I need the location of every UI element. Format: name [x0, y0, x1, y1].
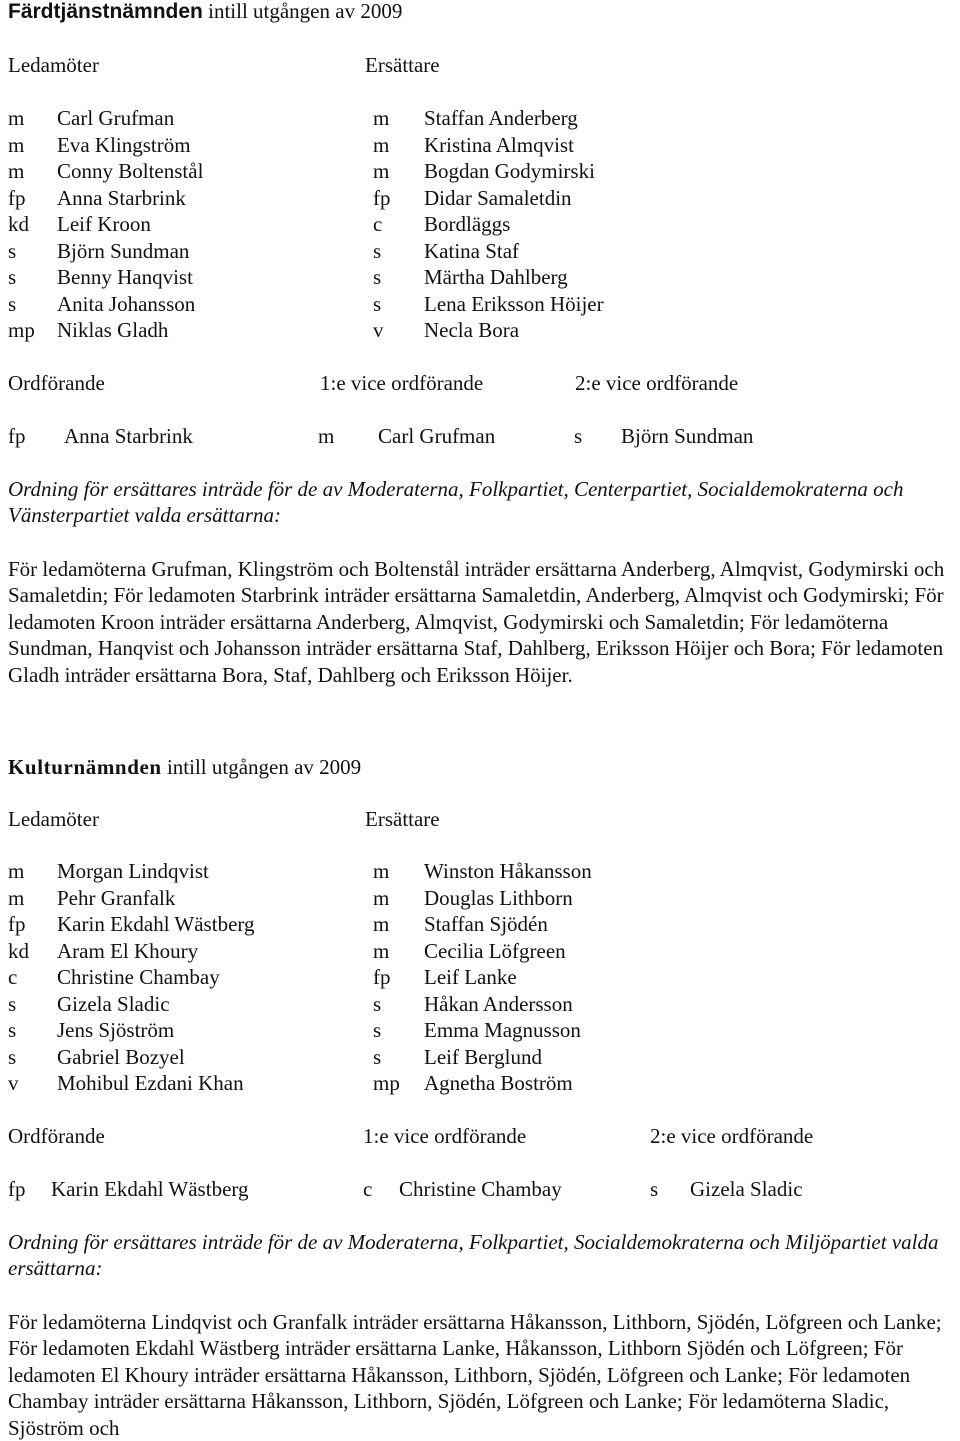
first-vice-chair-name: Carl Grufman — [378, 424, 496, 448]
member-party: v — [8, 1071, 19, 1095]
substitute-party: c — [373, 212, 383, 236]
substitute-party: m — [373, 859, 390, 883]
second-vice-chair-name: Gizela Sladic — [690, 1177, 803, 1201]
member-party: m — [8, 132, 25, 157]
member-name: Morgan Lindqvist — [57, 859, 209, 883]
first-vice-chair-party: m — [318, 424, 335, 448]
table-row — [0, 264, 960, 290]
section-title — [8, 754, 361, 783]
presidium-names — [0, 1176, 960, 1202]
member-name: Aram El Khoury — [57, 938, 199, 963]
table-row — [0, 132, 960, 158]
second-vice-chair-party: s — [574, 424, 583, 448]
table-row — [0, 158, 960, 184]
substitution-order-heading: Ordning för ersättares inträde för de av Moderaterna, Folkpartiet, Socialdemokraterna och Miljöpartiet valda ersättarna: — [8, 1230, 939, 1281]
member-name: Anna Starbrink — [57, 185, 186, 210]
member-name: Conny Boltenstål — [57, 159, 204, 183]
committee-term: intill utgången av 2009 — [202, 0, 403, 23]
substitute-party: s — [373, 238, 382, 263]
member-party: s — [8, 1044, 17, 1069]
member-party: m — [8, 159, 25, 183]
table-row — [0, 964, 960, 990]
table-row — [0, 885, 960, 911]
table-row — [0, 211, 960, 237]
substitute-party: s — [373, 1018, 382, 1042]
table-row — [0, 911, 960, 937]
substitute-party: m — [373, 938, 390, 963]
chair-party: fp — [8, 424, 26, 448]
substitute-party: m — [373, 106, 390, 130]
first-vice-chair-name: Christine Chambay — [399, 1177, 562, 1201]
substitute-name: Katina Staf — [424, 238, 520, 263]
member-name: Karin Ekdahl Wästberg — [57, 912, 255, 936]
table-row — [0, 238, 960, 264]
member-name: Björn Sundman — [57, 238, 190, 263]
member-party: m — [8, 859, 25, 883]
substitute-party: mp — [373, 1071, 400, 1095]
substitute-name: Bogdan Godymirski — [424, 159, 595, 183]
member-name: Eva Klingström — [57, 132, 191, 157]
member-party: kd — [8, 938, 29, 963]
table-row — [0, 317, 960, 343]
member-name: Pehr Granfalk — [57, 885, 176, 910]
member-party: s — [8, 1018, 17, 1042]
substitute-name: Agnetha Boström — [424, 1071, 573, 1095]
presidium-labels — [0, 370, 960, 396]
committee-term: intill utgången av 2009 — [161, 755, 362, 779]
presidium-labels — [0, 1123, 960, 1149]
first-vice-chair-label: 1:e vice ordförande — [363, 1124, 527, 1148]
substitute-name: Necla Bora — [424, 318, 520, 342]
substitute-name: Didar Samaletdin — [424, 185, 572, 210]
substitute-name: Kristina Almqvist — [424, 132, 574, 157]
substitute-party: v — [373, 318, 384, 342]
substitute-name: Leif Lanke — [424, 965, 517, 989]
member-name: Christine Chambay — [57, 965, 220, 989]
substitutes-column-header: Ersättare — [365, 53, 440, 77]
table-row — [0, 185, 960, 211]
member-name: Leif Kroon — [57, 212, 151, 236]
committee-name: Kulturnämnden — [8, 755, 162, 779]
member-party: m — [8, 885, 25, 910]
member-party: c — [8, 965, 18, 989]
substitute-party: s — [373, 291, 382, 316]
member-party: mp — [8, 318, 35, 342]
table-row — [0, 105, 960, 131]
substitute-party: m — [373, 885, 390, 910]
substitute-name: Staffan Sjödén — [424, 912, 548, 936]
chair-label: Ordförande — [8, 371, 105, 395]
chair-label: Ordförande — [8, 1124, 105, 1148]
member-party: fp — [8, 185, 26, 210]
member-party: s — [8, 265, 17, 289]
substitute-name: Douglas Lithborn — [424, 885, 573, 910]
substitute-party: m — [373, 159, 390, 183]
member-name: Niklas Gladh — [57, 318, 169, 342]
substitute-name: Staffan Anderberg — [424, 106, 578, 130]
member-name: Anita Johansson — [57, 291, 196, 316]
substitute-name: Lena Eriksson Höijer — [424, 291, 604, 316]
second-vice-chair-name: Björn Sundman — [621, 424, 754, 448]
chair-name: Anna Starbrink — [64, 424, 193, 448]
substitute-name: Bordläggs — [424, 212, 511, 236]
substitution-order-text: För ledamöterna Grufman, Klingström och Boltenstål inträder ersättarna Anderberg, Almqvist, Godymirski och Samaletdin; För ledamoten Starbrink inträder ersättarna Samaletdin, Anderberg, Almqvist och Godymirski; För ledamoten Kroon inträder ersättarna Anderberg, Almqvist, Godymirski och Samaletdin; För ledamöterna Sundman, Hanqvist och Johansson inträder ersättarna Staf, Dahlberg, Eriksson Höijer och Bora; För ledamoten Gladh inträder ersättarna Bora, Staf, Dahlberg och Eriksson Höijer. — [8, 557, 945, 687]
member-name: Benny Hanqvist — [57, 265, 193, 289]
substitute-party: fp — [373, 185, 391, 210]
member-name: Carl Grufman — [57, 106, 175, 130]
member-name: Jens Sjöström — [57, 1018, 175, 1042]
substitute-name: Märtha Dahlberg — [424, 265, 568, 289]
substitutes-column-header: Ersättare — [365, 807, 440, 831]
member-name: Gizela Sladic — [57, 991, 170, 1016]
substitute-party: s — [373, 1044, 382, 1069]
substitute-party: s — [373, 265, 382, 289]
member-party: kd — [8, 212, 29, 236]
substitute-name: Cecilia Löfgreen — [424, 938, 566, 963]
substitution-order-heading: Ordning för ersättares inträde för de av Moderaterna, Folkpartiet, Centerpartiet, Socialdemokraterna och Vänsterpartiet valda ersättarna: — [8, 477, 904, 528]
table-row — [0, 1017, 960, 1043]
members-column-header: Ledamöter — [8, 53, 99, 77]
substitute-name: Leif Berglund — [424, 1044, 543, 1069]
substitute-name: Winston Håkansson — [424, 859, 592, 883]
chair-party: fp — [8, 1177, 26, 1201]
substitution-order-text: För ledamöterna Lindqvist och Granfalk inträder ersättarna Håkansson, Lithborn, Sjödén, Löfgreen och Lanke; För ledamoten Ekdahl Wästberg inträder ersättarna Lanke, Håkansson, Lithborn Sjödén och Löfgreen; För ledamoten El Khoury inträder ersättarna Håkansson, Lithborn, Sjödén, Löfgreen och Lanke; För ledamoten Chambay inträder ersättarna Håkansson, Lithborn, Sjödén, Löfgreen och Lanke; För ledamöterna Sladic, Sjöström och — [8, 1310, 942, 1440]
chair-name: Karin Ekdahl Wästberg — [51, 1177, 249, 1201]
member-party: m — [8, 106, 25, 130]
member-name: Gabriel Bozyel — [57, 1044, 185, 1069]
substitute-party: m — [373, 912, 390, 936]
table-row — [0, 938, 960, 964]
second-vice-chair-label: 2:e vice ordförande — [575, 371, 739, 395]
substitute-party: fp — [373, 965, 391, 989]
table-row — [0, 1070, 960, 1096]
member-party: s — [8, 291, 17, 316]
substitute-party: s — [373, 991, 382, 1016]
first-vice-chair-label: 1:e vice ordförande — [320, 371, 484, 395]
substitute-name: Håkan Andersson — [424, 991, 573, 1016]
member-party: s — [8, 991, 17, 1016]
second-vice-chair-party: s — [650, 1177, 659, 1201]
first-vice-chair-party: c — [363, 1177, 373, 1201]
member-party: s — [8, 238, 17, 263]
section-title — [8, 0, 402, 27]
substitute-party: m — [373, 132, 390, 157]
table-row — [0, 1044, 960, 1070]
member-party: fp — [8, 912, 26, 936]
table-row — [0, 991, 960, 1017]
member-name: Mohibul Ezdani Khan — [57, 1071, 244, 1095]
committee-name: Färdtjänstnämnden — [8, 0, 203, 23]
presidium-names — [0, 423, 960, 449]
second-vice-chair-label: 2:e vice ordförande — [650, 1124, 814, 1148]
table-row — [0, 291, 960, 317]
substitute-name: Emma Magnusson — [424, 1018, 581, 1042]
table-row — [0, 858, 960, 884]
members-column-header: Ledamöter — [8, 807, 99, 831]
